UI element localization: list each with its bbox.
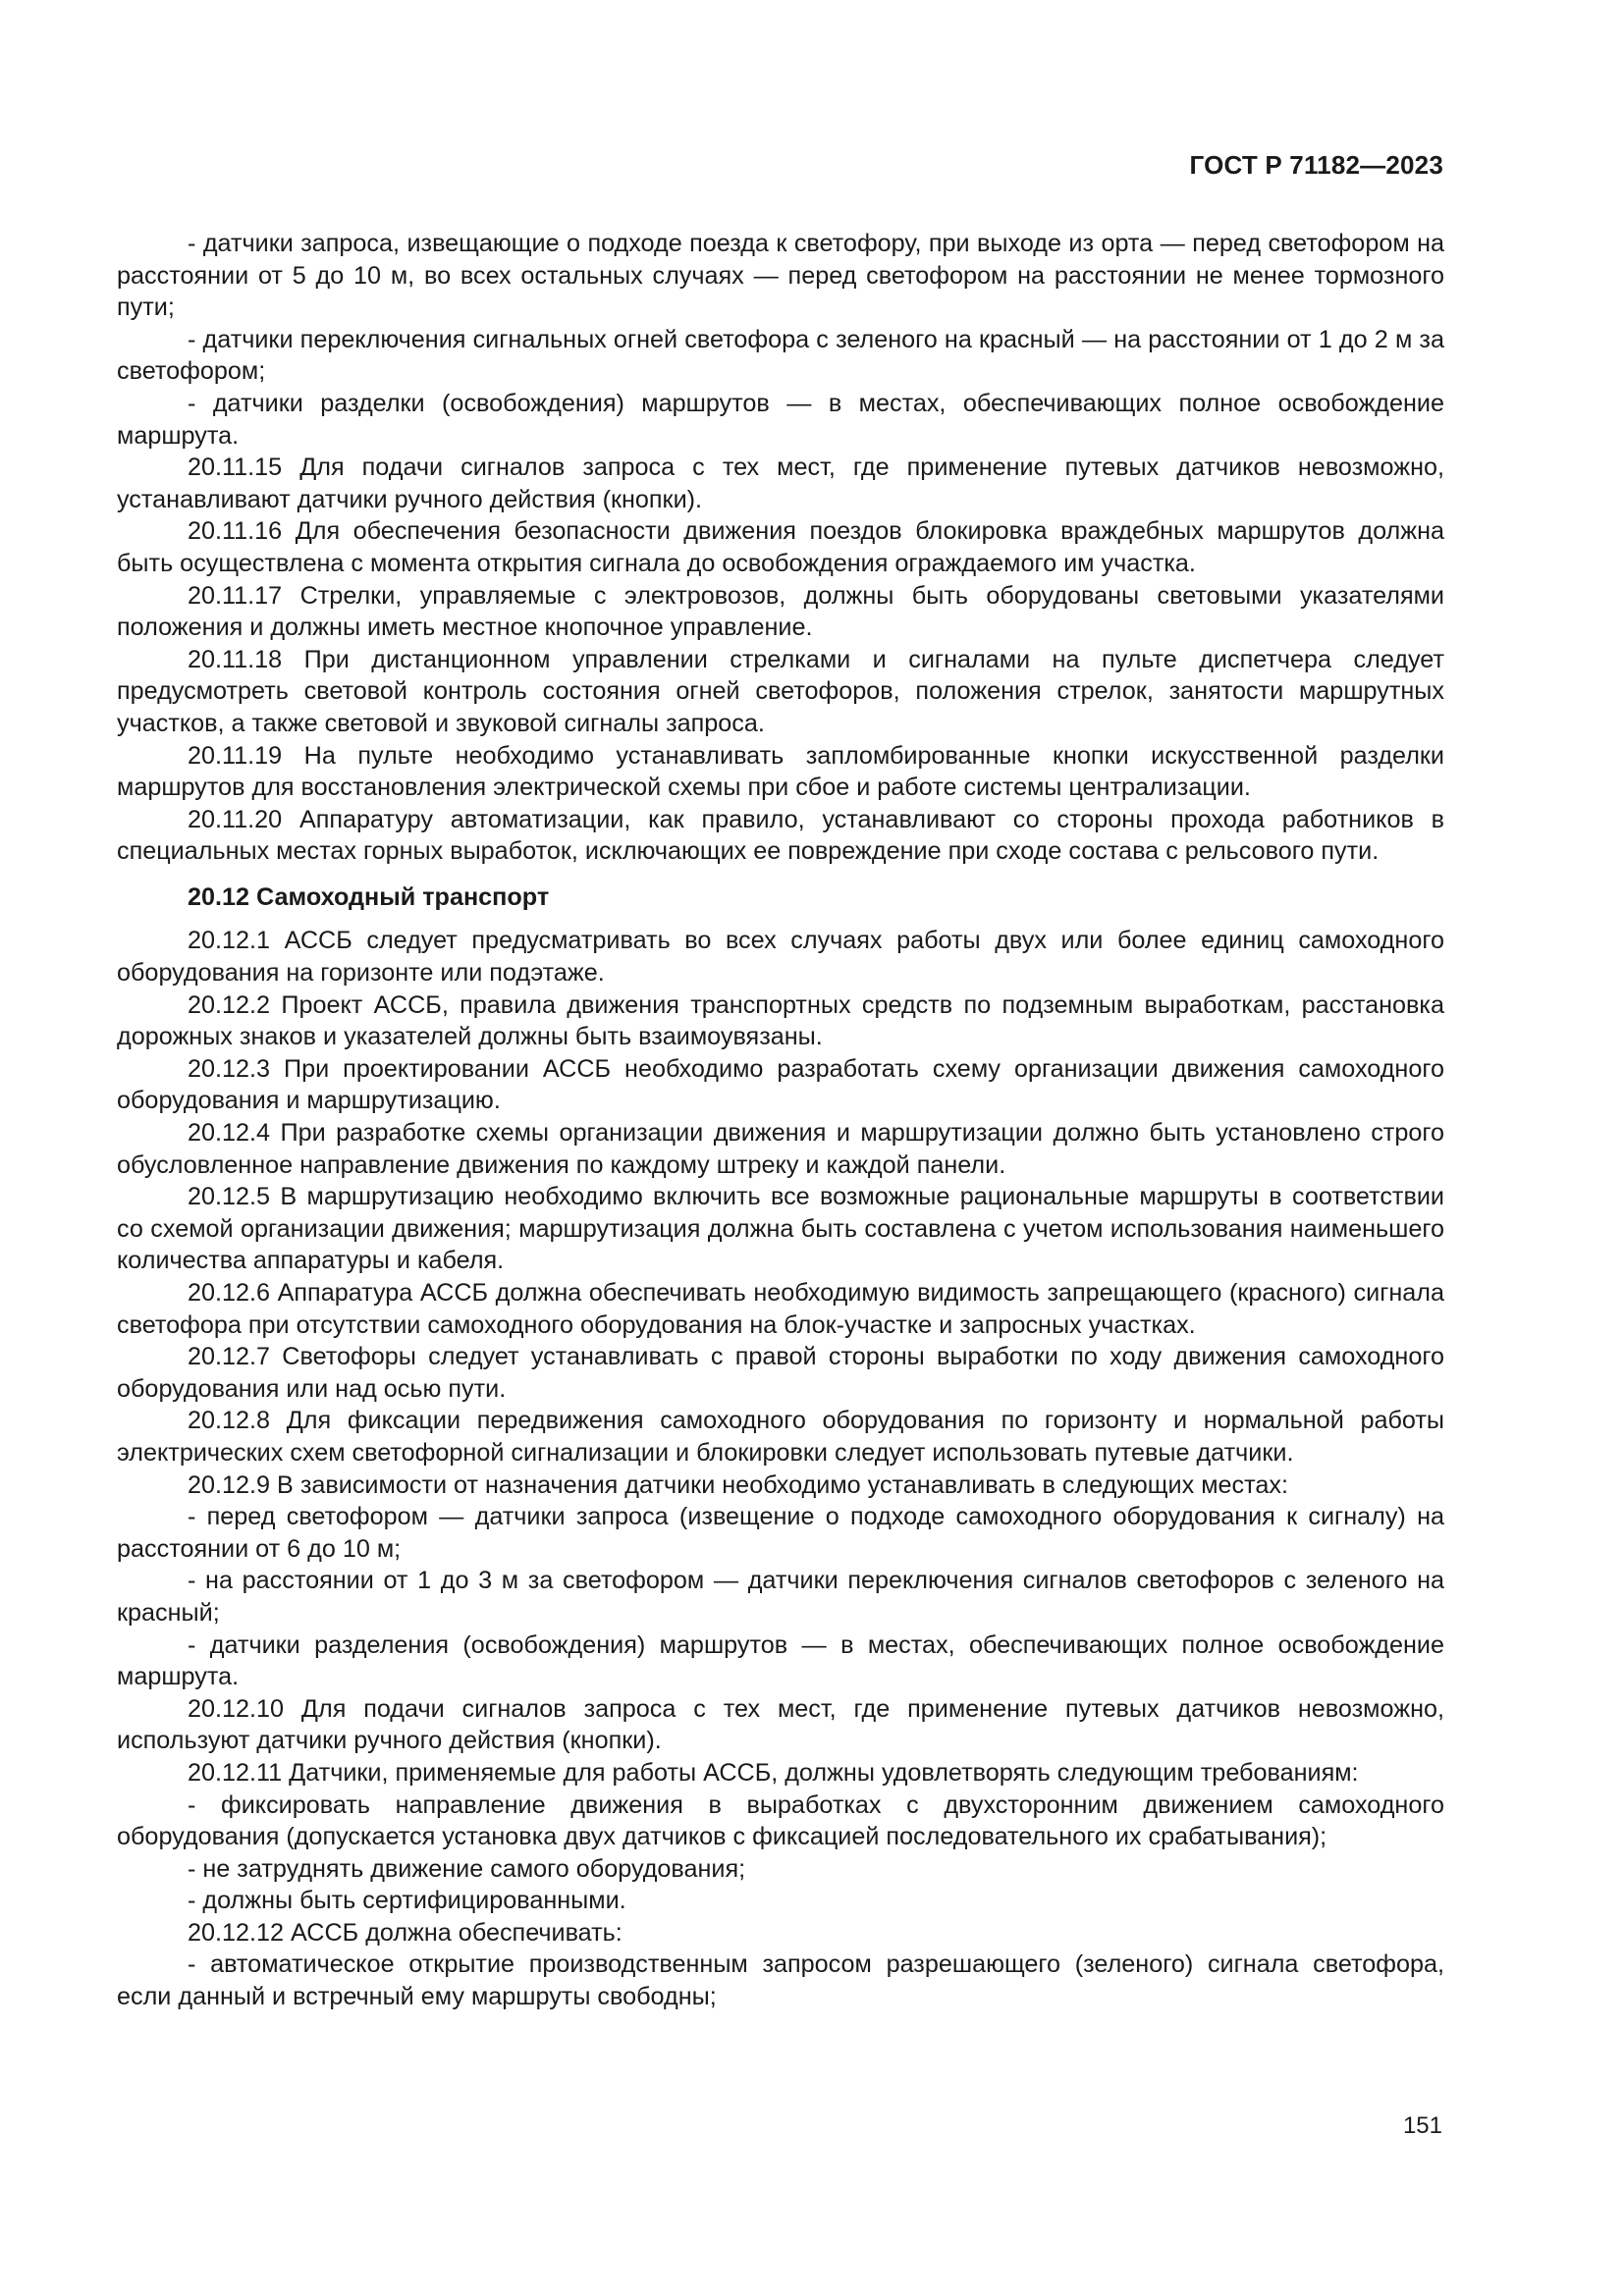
paragraph: - не затруднять движение самого оборудования; (188, 1854, 746, 1883)
paragraph: - датчики разделки (освобождения) маршрутов — в местах, обеспечивающих полное освобождение маршрута. (117, 389, 1444, 450)
paragraph: - перед светофором — датчики запроса (извещение о подходе самоходного оборудования к сигналу) на расстоянии от 6 до 10 м; (117, 1503, 1444, 1563)
paragraph: 20.12.8 Для фиксации передвижения самоходного оборудования по горизонту и нормальной работы электрических схем светофорной сигнализации и блокировки следует использовать путевые датчики. (117, 1407, 1444, 1467)
paragraph: 20.12.10 Для подачи сигналов запроса с тех мест, где применение путевых датчиков невозможно, используют датчики ручного действия (кнопки). (117, 1694, 1444, 1755)
paragraph: 20.12.5 В маршрутизацию необходимо включить все возможные рациональные маршруты в соответствии со схемой организации движения; маршрутизация должна быть составлена с учетом использования наименьшего количества аппаратуры и кабеля. (117, 1183, 1444, 1275)
paragraph: 20.12.6 Аппаратура АССБ должна обеспечивать необходимую видимость запрещающего (красного) сигнала светофора при отсутствии самоходного оборудования на блок-участке и запросных участках. (117, 1279, 1444, 1339)
document-header-id: ГОСТ Р 71182—2023 (1189, 150, 1443, 180)
paragraph: - должны быть сертифицированными. (188, 1887, 626, 1915)
paragraph: 20.11.17 Стрелки, управляемые с электровозов, должны быть оборудованы световыми указателями положения и должны иметь местное кнопочное управление. (117, 581, 1444, 642)
paragraph: 20.12.7 Светофоры следует устанавливать с правой стороны выработки по ходу движения самоходного оборудования или над осью пути. (117, 1343, 1444, 1403)
paragraph: - датчики разделения (освобождения) маршрутов — в местах, обеспечивающих полное освобождение маршрута. (117, 1630, 1444, 1691)
paragraph: 20.11.15 Для подачи сигналов запроса с тех мест, где применение путевых датчиков невозможно, устанавливают датчики ручного действия (кнопки). (117, 454, 1444, 513)
paragraph: 20.12.12 АССБ должна обеспечивать: (188, 1918, 623, 1947)
paragraph: 20.11.18 При дистанционном управлении стрелками и сигналами на пульте диспетчера следует предусмотреть световой контроль состояния огней светофоров, положения стрелок, занятости маршрутных участков, а также световой и звуковой сигналы запроса. (117, 645, 1444, 737)
paragraph: - автоматическое открытие производственным запросом разрешающего (зеленого) сигнала светофора, если данный и встречный ему маршруты свободны; (117, 1950, 1444, 2011)
paragraph: - на расстоянии от 1 до 3 м за светофором — датчики переключения сигналов светофоров с зеленого на красный; (117, 1567, 1444, 1627)
paragraph: 20.11.19 На пульте необходимо устанавливать запломбированные кнопки искусственной разделки маршрутов для восстановления электрической схемы при сбое и работе системы централизации. (117, 741, 1444, 802)
paragraph: 20.11.20 Аппаратуру автоматизации, как правило, устанавливают со стороны прохода работников в специальных местах горных выработок, исключающих ее повреждение при сходе состава с рельсового пути. (117, 805, 1444, 866)
paragraph: - датчики запроса, извещающие о подходе поезда к светофору, при выходе из орта — перед светофором на расстоянии от 5 до 10 м, во всех остальных случаях — перед светофором на расстоянии не менее тормозного пути; (117, 230, 1444, 322)
page-number: 151 (1402, 2112, 1442, 2139)
paragraph: - датчики переключения сигнальных огней светофора с зеленого на красный — на расстоянии от 1 до 2 м за светофором; (117, 325, 1444, 386)
paragraph: 20.11.16 Для обеспечения безопасности движения поездов блокировка враждебных маршрутов должна быть осуществлена с момента открытия сигнала до освобождения ограждаемого им участка. (117, 517, 1444, 577)
paragraph: 20.12.3 При проектировании АССБ необходимо разработать схему организации движения самоходного оборудования и маршрутизацию. (117, 1054, 1444, 1115)
paragraph: 20.12.2 Проект АССБ, правила движения транспортных средств по подземным выработкам, расстановка дорожных знаков и указателей должны быть взаимоувязаны. (117, 990, 1444, 1051)
section-heading: 20.12 Самоходный транспорт (188, 882, 550, 911)
document-body (117, 228, 1444, 2013)
paragraph: - фиксировать направление движения в выработках с двухсторонним движением самоходного оборудования (допускается установка двух датчиков с фиксацией последовательного их срабатывания); (117, 1790, 1444, 1851)
paragraph: 20.12.11 Датчики, применяемые для работы АССБ, должны удовлетворять следующим требованиям: (188, 1758, 1359, 1787)
paragraph: 20.12.1 АССБ следует предусматривать во всех случаях работы двух или более единиц самоходного оборудования на горизонте или подэтаже. (117, 927, 1444, 988)
paragraph: 20.12.9 В зависимости от назначения датчики необходимо устанавливать в следующих местах: (188, 1470, 1288, 1499)
paragraph: 20.12.4 При разработке схемы организации движения и маршрутизации должно быть установлено строго обусловленное направление движения по каждому штреку и каждой панели. (117, 1119, 1444, 1179)
